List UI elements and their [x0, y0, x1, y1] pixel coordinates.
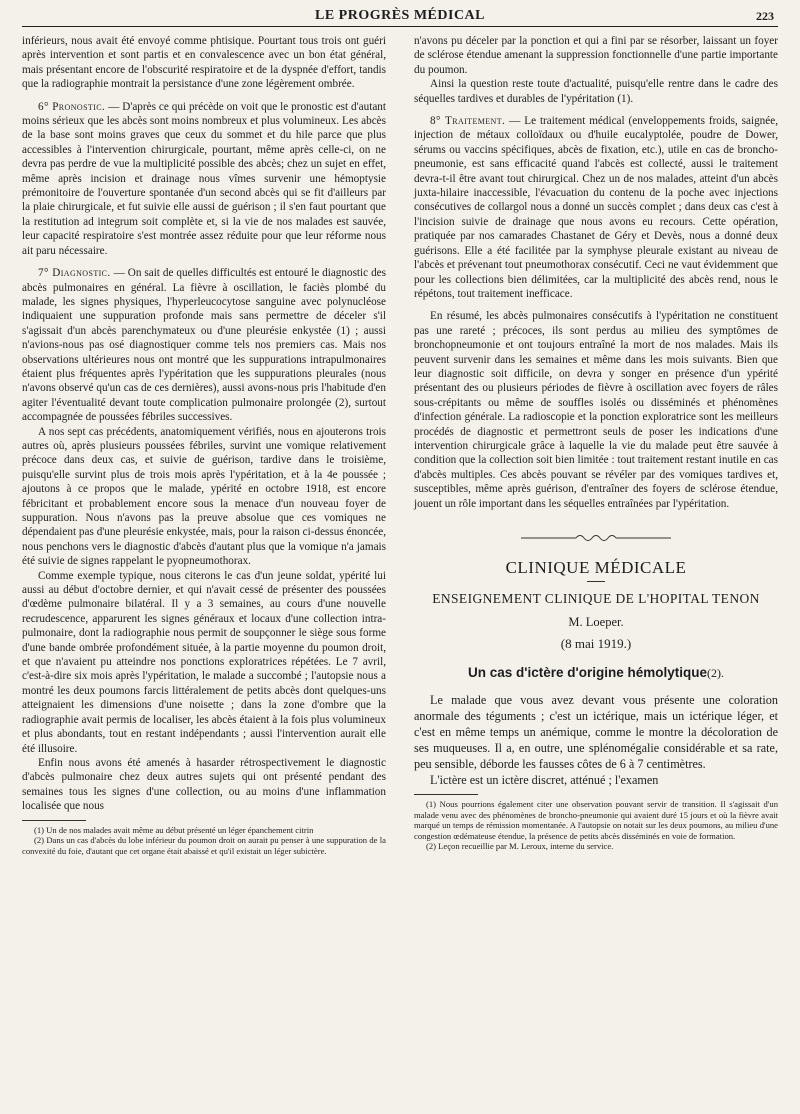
paragraph: inférieurs, nous avait été envoyé comme phtisique. Pourtant tous trois ont guéri après intervention et sont partis et en convalescence avec un bon état général, mais présentant encore de l'obscurité respiratoire et de la dyspnée d'effort, tandis que la radiographie montrait la persistance d'une zone légèrement ombrée.: [22, 35, 386, 91]
paragraph: A nos sept cas précédents, anatomiquement vérifiés, nous en ajouterons trois autres où, après plusieurs poussées fébriles, survint une vomique relativement précoce dans deux cas, et suivie de guérison, tardive dans le troisième, puisqu'elle survint plus de trois mois après l'ypéritation, et à la 4e poussée ; ajoutons à ce propos que le malade, ypérité en octobre 1918, est encore fébricitant et probablement encore sous la menace d'un nouveau foyer de suppuration. Nous n'avons pas la preuve absolue que ces vomiques ne dépendaient pas d'une pleurésie enkystée, mais, pour la raison ci-dessus énoncée, nous penchons vers le diagnostic d'abcès d'autant plus que la vomique n'a jamais été suivie de signes rappelant le pyopneumothorax.: [22, 425, 386, 568]
section-heading: 6° Pronostic.: [38, 100, 106, 113]
footnote: (1) Nous pourrions également citer une observation pouvant servir de transition. Il s'agissait d'un malade venu avec des phénomènes de broncho-pneumonie qui avaient duré 15 jours et où la fièvre avait marqué un temps de rémission momentanée. A l'autopsie on notait sur les deux poumons, au milieu d'une congestion œdémateuse étendue, la présence de petits abcès disséminés en voie de formation.: [414, 799, 778, 841]
section-title: CLINIQUE MÉDICALE: [505, 558, 687, 577]
paragraph: Le malade que vous avez devant vous présente une coloration anormale des téguments ; c'est un ictérique, mais un ictérique léger, et c'est en même temps un anémique, comme le montre la décoloration de ses muqueuses. Il a, en outre, une splénomégalie considérable et sa rate, peu sensible, déborde les fausses côtes de 6 à 7 centimètres.: [414, 693, 778, 772]
institution-heading: ENSEIGNEMENT CLINIQUE DE L'HOPITAL TENON: [432, 591, 760, 607]
article-title: [414, 666, 778, 680]
paragraph: L'ictère est un ictère discret, atténué ; l'examen: [430, 773, 659, 788]
paragraph: Ainsi la question reste toute d'actualité, puisqu'elle rentre dans le cadre des séquelles tardives et durables de l'ypéritation (1).: [414, 78, 778, 105]
paragraph: Comme exemple typique, nous citerons le cas d'un jeune soldat, ypérité lui aussi au début d'octobre dernier, et qui n'avait cessé de présenter des poussées d'œdème pulmonaire bilatéral. Il y a 3 semaines, au cours d'une nouvelle recrudescence, apparurent les signes généraux et locaux d'une collection intra-pulmonaire, dont la radiographie nous permit de soupçonner le siège sous forme d'une bande ombrée profondément située, à la partie moyenne du poumon droit, et que n'avaient pu atteindre nos ponctions exploratrices répétées. Le 7 avril, c'est-à-dire six mois après l'ypéritation, le malade a succombé ; l'autopsie nous a montré les deux poumons farcis littéralement de petits abcès dont quelques-uns atteignaient les dimensions d'une noisette ; dans la zone d'ombre que la radiographie avait permis de localiser, les abcès étaient à la fois plus volumineux et plus abondants, tout en restant indépendants ; aussi l'intervention aurait elle été illusoire.: [22, 569, 386, 755]
paragraph-diagnostic: [22, 266, 386, 424]
paragraph-text: — Le traitement médical (enveloppements froids, saignée, injection de métaux colloïdaux ou d'huile eucalyptolée, poudre de Dower, sérums ou vaccins spécifiques, abcès de fixation, etc.), utile en cas de broncho-pneumonie, est sans efficacité quand l'abcès est collecté, aussi le traitement devra-t-il être avant tout chirurgical. Chez un de nos malades, atteint d'un abcès juxta-hilaire inaccessible, l'évacuation du contenu de la poche avec injections consécutives de collargol nous a donné un succès complet ; dans deux cas c'est à l'incision suivie de drainage que nous avons eu recours. Cette opération, pratiquée par nos camarades Chastanet de Géry et Devès, nous a donné deux guérisons. Elle a été facilitée par la symphyse pleurale existant au niveau de l'abcès et prévenant tout pneumothorax consécutif. Ceci ne vaut évidemment que pour les collections bien délimitées, car la multiplicité des abcès rend, nous le répétons, tout traitement inefficace.: [414, 115, 779, 300]
paragraph-text: — On sait de quelles difficultés est entouré le diagnostic des abcès pulmonaires en général. La fièvre à oscillation, le faciès plombé du malade, les signes physiques, l'hyperleucocytose sanguine avec polynucléose indiquaient une suppuration profonde mais sans permettre de déceler s'il s'agissait d'un abcès parenchymateux ou d'une pleurésie enkystée (1) ; aussi n'avions-nous pas osé diagnostiquer comme tels nos premiers cas. Mais nos observations ultérieures nous ont montré que les suppurations intrapulmonaires étaient plus fréquentes après l'ypéritation que les suppurations pleurales (nous n'avons observé qu'un cas de ces dernières), aussi avons-nous pris l'habitude d'en agiter l'éventualité devant toute complication pulmonaire prolongée (2), surtout accompagnée de poussées fébriles successives.: [22, 267, 386, 424]
paragraph-traitement: [414, 114, 778, 301]
article-title-text: Un cas d'ictère d'origine hémolytique: [468, 664, 707, 680]
paragraph: Enfin nous avons été amenés à hasarder rétrospectivement le diagnostic d'abcès pulmonaire chez deux autres sujets qui ont présenté pendant des semaines tous les signes d'une collection, ou au moins d'une inflammation localisée que nous: [22, 756, 386, 813]
running-title: LE PROGRÈS MÉDICAL: [314, 8, 486, 23]
article-body: [414, 692, 778, 788]
section-heading: 7° Diagnostic.: [38, 267, 111, 280]
author: M. Loeper.: [568, 614, 624, 629]
page-header: [22, 4, 778, 26]
footnote-rule: [22, 820, 86, 821]
paragraph-text: — D'après ce qui précède on voit que le pronostic est d'autant moins sérieux que les abcès sont moins nombreux et plus volumineux. Les abcès de la base sont moins graves que ceux du sommet et du hile parce que plus accessibles à l'intervention chirurgicale, pourtant, même après celle-ci, on ne devra pas perdre de vue la multiplicité possible des abcès; chez un sujet en effet, même après incision et drainage nous vîmes survenir une hémoptysie prémonitoire de l'ouverture spontanée d'un second abcès qui se fit d'ailleurs par la plaie chirurgicale, et fut suivie elle aussi de guérison ; il s'en faut pourtant que la restitution ad integrum soit complète et, si la vie de nos malades est sauvée, leur capacité respiratoire s'est montrée assez réduite pour que leur réforme nous ait paru nécessaire.: [22, 100, 386, 257]
title-dash: [587, 581, 605, 582]
page-number: 223: [756, 9, 774, 23]
footnote: (2) Dans un cas d'abcès du lobe inférieur du poumon droit on aurait pu penser à une suppuration de la convexité du foie, d'autant que cet organe était abaissé et qu'il existait un léger subictère.: [22, 835, 386, 856]
paragraph: n'avons pu déceler par la ponction et qui a fini par se résorber, laissant un foyer de sclérose étendue amenant la suppression fonctionnelle d'une partie importante du poumon.: [414, 35, 778, 76]
paragraph-resume: En résumé, les abcès pulmonaires consécutifs à l'ypéritation ne constituent pas une rareté ; précoces, ils sont perdus au milieu des symptômes de bronchopneumonie et ont toujours entraîné la mort de nos malades. Mais ils peuvent survenir dans les semaines et même dans les mois suivants. Bien que leur diagnostic soit difficile, on devra y songer en présence d'un ypérité présentant des ou plusieurs périodes de fièvre à oscillation avec foyers de râles sous-crépitants ou même de souffles isolés ou disséminés et phénomènes d'infection générale. La radioscopie et la ponction exploratrice sont les meilleurs procédés de diagnostic et permettront seuls de poser les indications d'une intervention chirurgicale grâce à laquelle la vie du malade peut être sauvée à condition que la collection soit bien limitée : tout traitement restant inutile en cas d'abcès multiples. Ces abcès pouvant se révéler par des vomiques tardives et, susceptibles, même après guérison, d'entraîner des foyers de sclérose étendue, jouent un rôle important dans les séquelles entraînées par l'ypéritation.: [414, 310, 778, 510]
header-rule: [22, 26, 778, 27]
article-title-note: (2).: [706, 665, 724, 680]
section-heading: 8° Traitement.: [430, 115, 506, 128]
footnote-rule: [414, 794, 478, 795]
ornament-icon: [521, 533, 671, 543]
footnote: (1) Un de nos malades avait même au début présenté un léger épanchement citrin: [34, 824, 314, 835]
right-column: [414, 34, 778, 852]
left-column: [22, 34, 386, 856]
lecture-date: (8 mai 1919.): [560, 636, 632, 652]
ornament-divider: [414, 533, 778, 543]
paragraph-pronostic: [22, 100, 386, 258]
footnote: (2) Leçon recueillie par M. Leroux, interne du service.: [426, 841, 614, 852]
